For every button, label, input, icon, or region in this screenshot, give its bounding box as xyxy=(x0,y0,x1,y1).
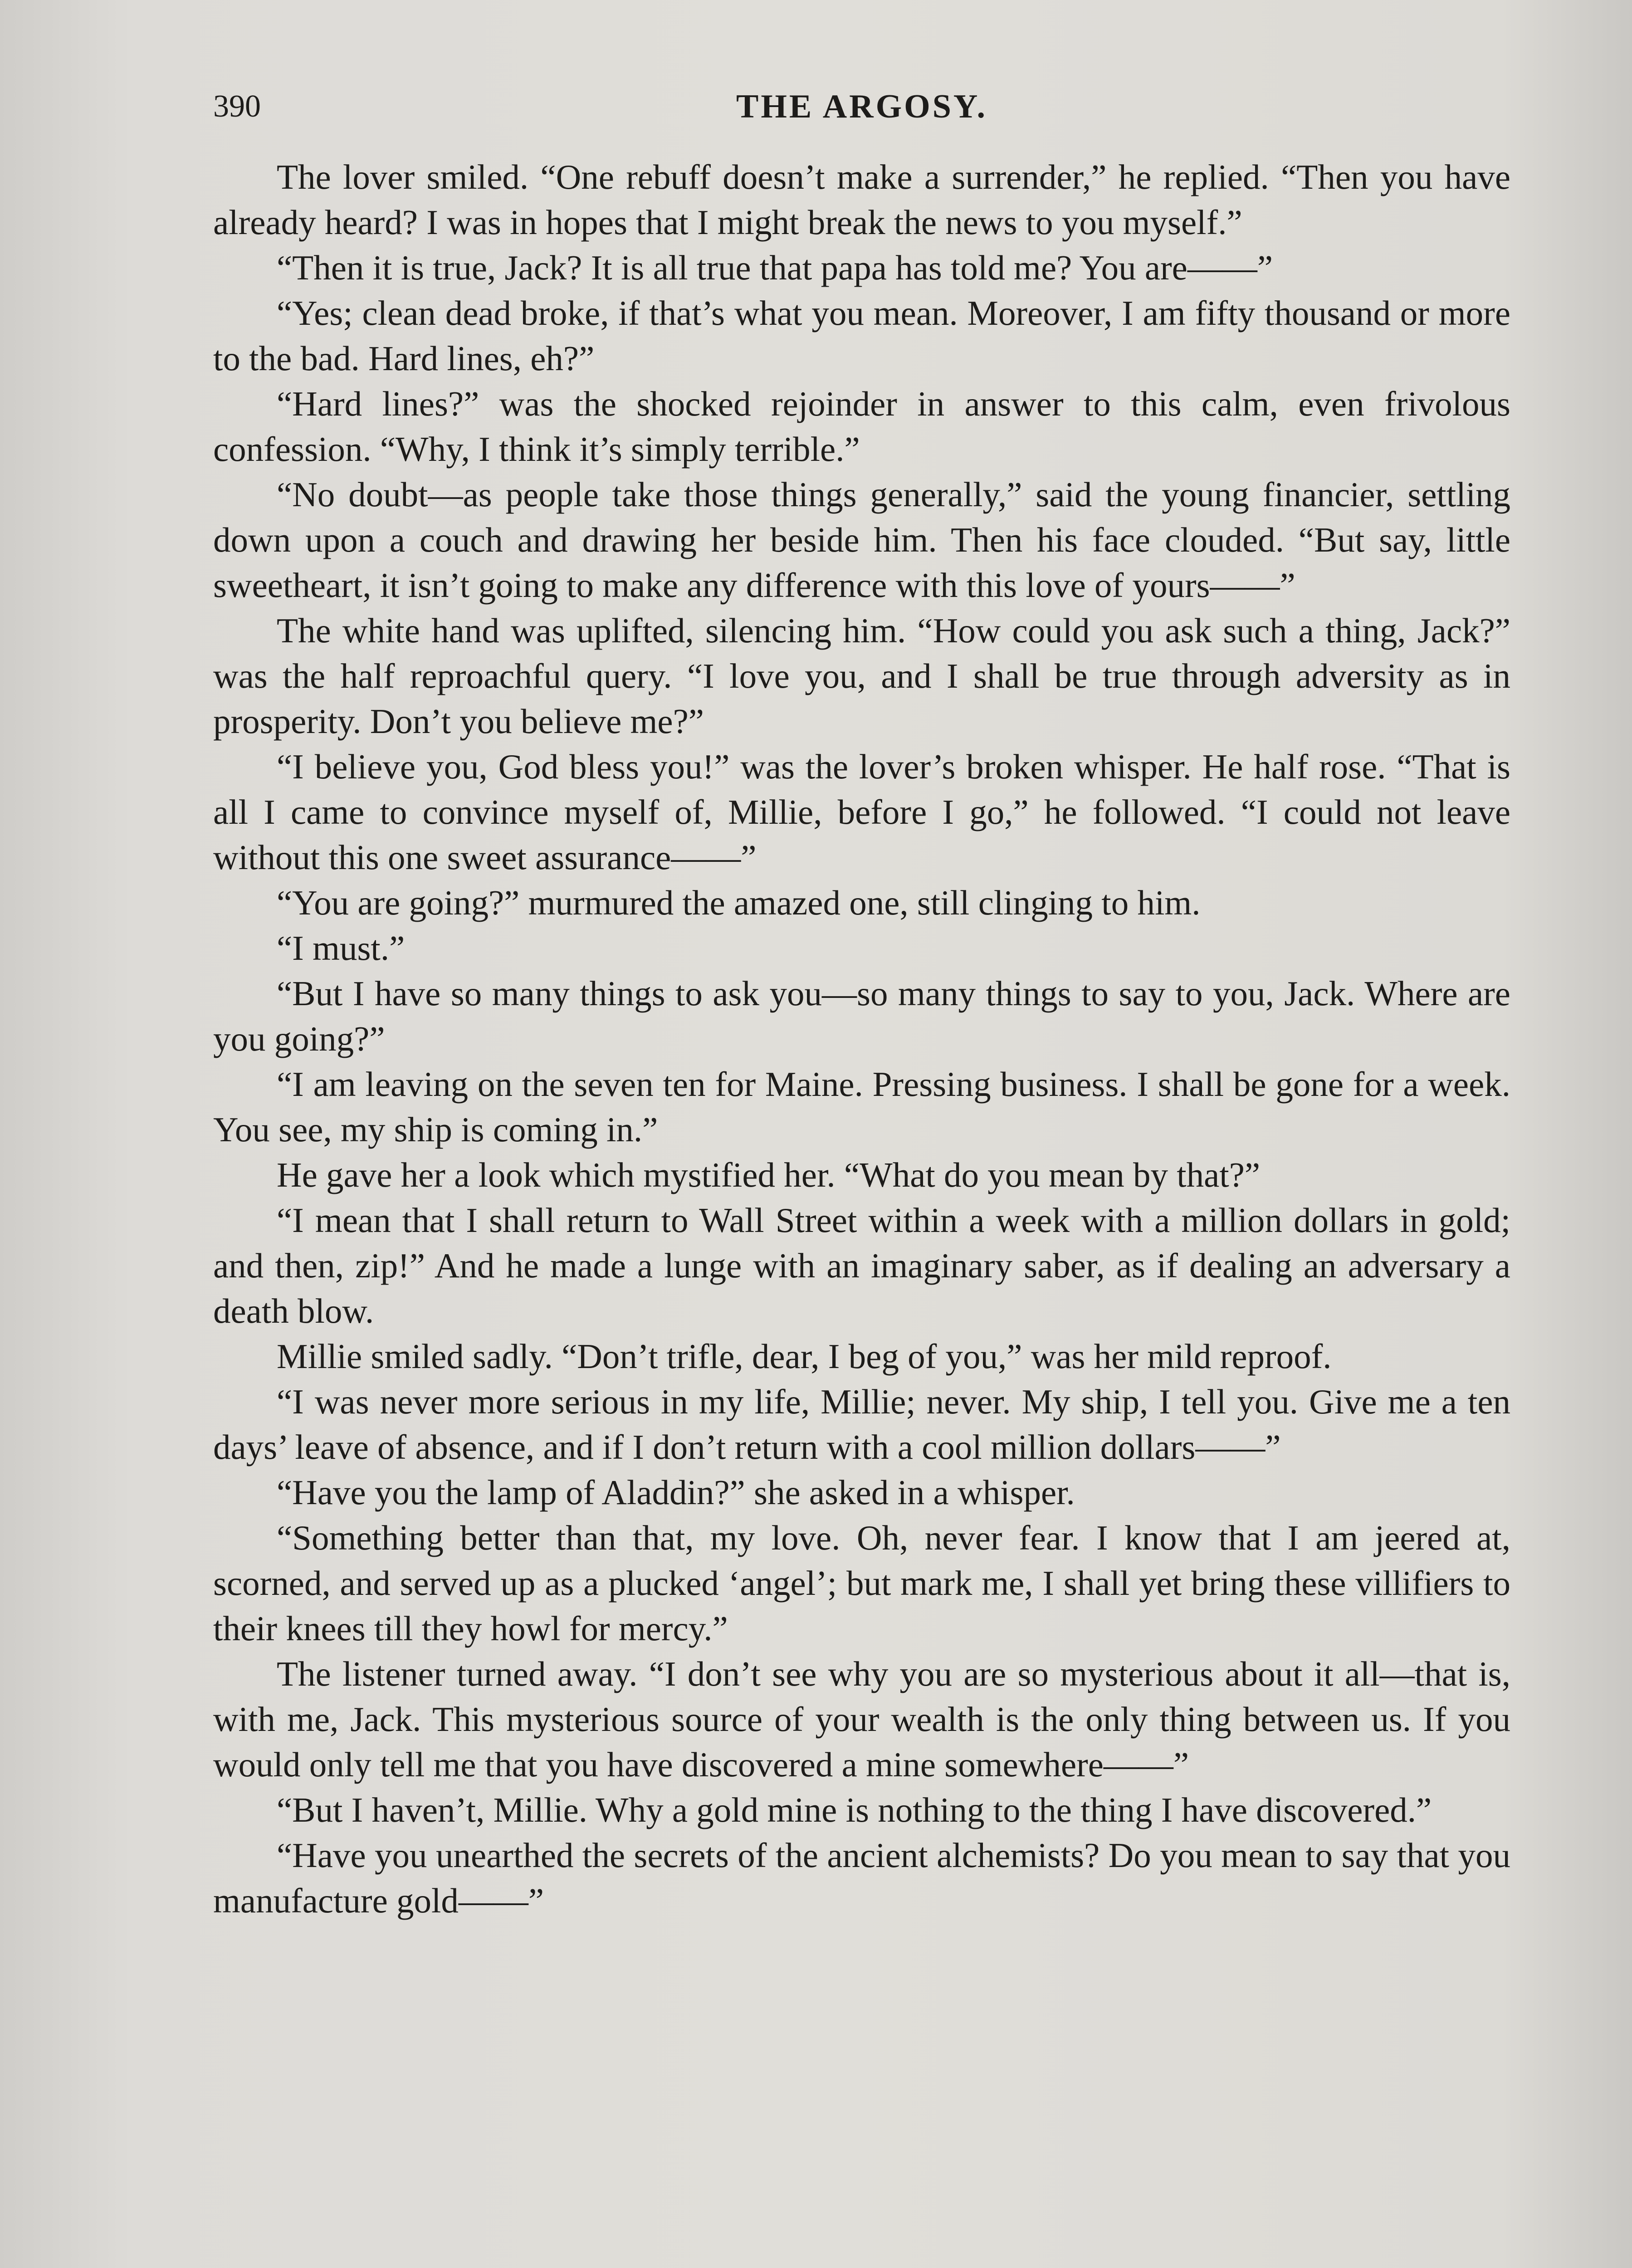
paragraph: “I mean that I shall return to Wall Street within a week with a million dollars in gold; and then, zip!” And he made a lunge with an imaginary saber, as if dealing an adversary a death blow. xyxy=(213,1201,1510,1330)
running-title: THE ARGOSY. xyxy=(736,88,987,125)
story-text xyxy=(213,154,1510,1923)
paragraph: “Have you unearthed the secrets of the ancient alchemists? Do you mean to say that you manufacture gold——” xyxy=(213,1836,1510,1920)
paragraph: Millie smiled sadly. “Don’t trifle, dear, I beg of you,” was her mild reproof. xyxy=(277,1337,1332,1376)
paragraph: “No doubt—as people take those things generally,” said the young financier, settling down upon a couch and drawing her beside him. Then his face clouded. “But say, little sweetheart, it isn’t going to make any difference with this love of yours——” xyxy=(213,475,1510,605)
paragraph: The lover smiled. “One rebuff doesn’t make a surrender,” he replied. “Then you have already heard? I was in hopes that I might break the news to you myself.” xyxy=(213,157,1510,242)
paragraph: “I am leaving on the seven ten for Maine. Pressing business. I shall be gone for a week. You see, my ship is coming in.” xyxy=(213,1065,1510,1149)
paragraph: “But I have so many things to ask you—so many things to say to you, Jack. Where are you going?” xyxy=(213,974,1510,1058)
paragraph: “But I haven’t, Millie. Why a gold mine is nothing to the thing I have discovered.” xyxy=(277,1790,1432,1829)
paragraph: “Then it is true, Jack? It is all true that papa has told me? You are——” xyxy=(277,248,1273,287)
paragraph: “Have you the lamp of Aladdin?” she asked in a whisper. xyxy=(277,1473,1075,1512)
paragraph: “I believe you, God bless you!” was the lover’s broken whisper. He half rose. “That is all I came to convince myself of, Millie, before I go,” he followed. “I could not leave without this one sweet assurance——” xyxy=(213,747,1510,877)
paragraph: “Hard lines?” was the shocked rejoinder in answer to this calm, even frivolous confession. “Why, I think it’s simply terrible.” xyxy=(213,384,1510,469)
paragraph: “I was never more serious in my life, Millie; never. My ship, I tell you. Give me a ten days’ leave of absence, and if I don’t return with a cool million dollars——” xyxy=(213,1382,1510,1466)
paragraph: “You are going?” murmured the amazed one, still clinging to him. xyxy=(277,883,1201,922)
paragraph: The listener turned away. “I don’t see why you are so mysterious about it all—that is, with me, Jack. This mysterious source of your wealth is the only thing between us. If you would only tell me that you have discovered a mine somewhere——” xyxy=(213,1654,1510,1784)
running-header xyxy=(213,82,1510,132)
paragraph: The white hand was uplifted, silencing him. “How could you ask such a thing, Jack?” was the half reproachful query. “I love you, and I shall be true through adversity as in prosperity. Don’t you believe me?” xyxy=(213,611,1510,741)
page-number: 390 xyxy=(213,89,261,124)
paragraph: “I must.” xyxy=(277,929,405,968)
paragraph: “Something better than that, my love. Oh, never fear. I know that I am jeered at, scorned, and served up as a plucked ‘angel’; but mark me, I shall yet bring these villifiers to their knees till they howl for mercy.” xyxy=(213,1518,1510,1648)
paragraph: “Yes; clean dead broke, if that’s what you mean. Moreover, I am fifty thousand or more to the bad. Hard lines, eh?” xyxy=(213,293,1510,378)
paragraph: He gave her a look which mystified her. “What do you mean by that?” xyxy=(277,1155,1261,1194)
